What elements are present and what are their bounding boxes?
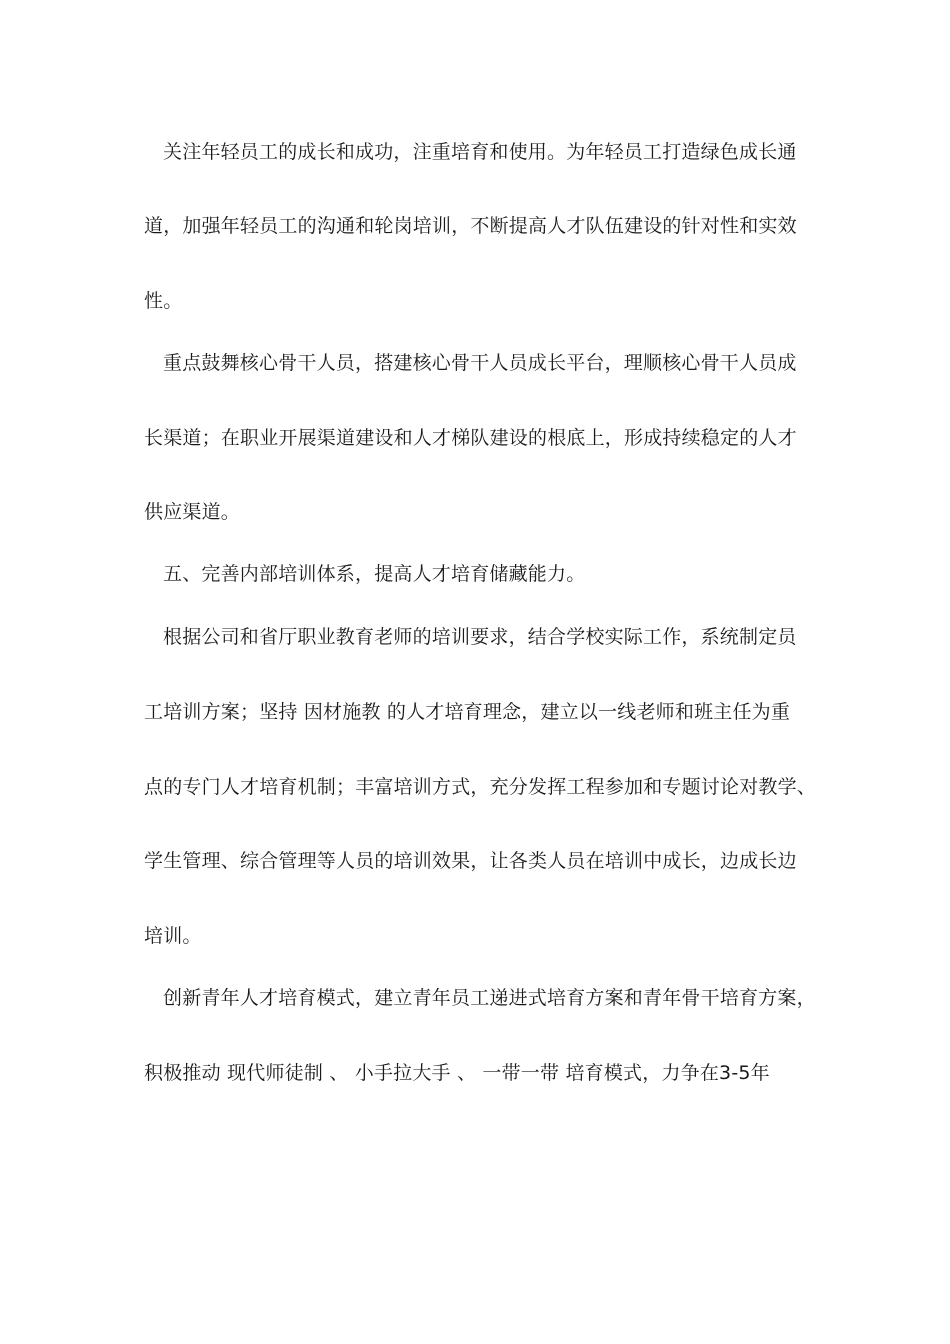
paragraph-3-line-5: 培训。 bbox=[144, 925, 202, 947]
paragraph-1-line-2: 道，加强年轻员工的沟通和轮岗培训，不断提高人才队伍建设的针对性和实效 bbox=[144, 215, 797, 237]
paragraph-1-line-1: 关注年轻员工的成长和成功，注重培育和使用。为年轻员工打造绿色成长通 bbox=[163, 141, 797, 163]
section-heading-5: 五、完善内部培训体系，提高人才培育储藏能力。 bbox=[163, 563, 586, 585]
paragraph-4-line-1: 创新青年人才培育模式，建立青年员工递进式培育方案和青年骨干培育方案， bbox=[163, 987, 816, 1009]
paragraph-3-line-4: 学生管理、综合管理等人员的培训效果，让各类人员在培训中成长，边成长边 bbox=[144, 850, 797, 872]
paragraph-2-line-2: 长渠道；在职业开展渠道建设和人才梯队建设的根底上，形成持续稳定的人才 bbox=[144, 427, 797, 449]
paragraph-3-line-1: 根据公司和省厅职业教育老师的培训要求，结合学校实际工作，系统制定员 bbox=[163, 626, 797, 648]
paragraph-3-line-2: 工培训方案；坚持 因材施教 的人才培育理念，建立以一线老师和班主任为重 bbox=[144, 701, 791, 723]
paragraph-4-line-2: 积极推动 现代师徒制 、 小手拉大手 、 一带一带 培育模式，力争在3-5年 bbox=[144, 1062, 770, 1084]
paragraph-3-line-3: 点的专门人才培育机制；丰富培训方式，充分发挥工程参加和专题讨论对教学、 bbox=[144, 776, 817, 798]
paragraph-2-line-1: 重点鼓舞核心骨干人员，搭建核心骨干人员成长平台，理顺核心骨干人员成 bbox=[163, 352, 797, 374]
paragraph-2-line-3: 供应渠道。 bbox=[144, 501, 241, 523]
paragraph-1-line-3: 性。 bbox=[144, 290, 183, 312]
